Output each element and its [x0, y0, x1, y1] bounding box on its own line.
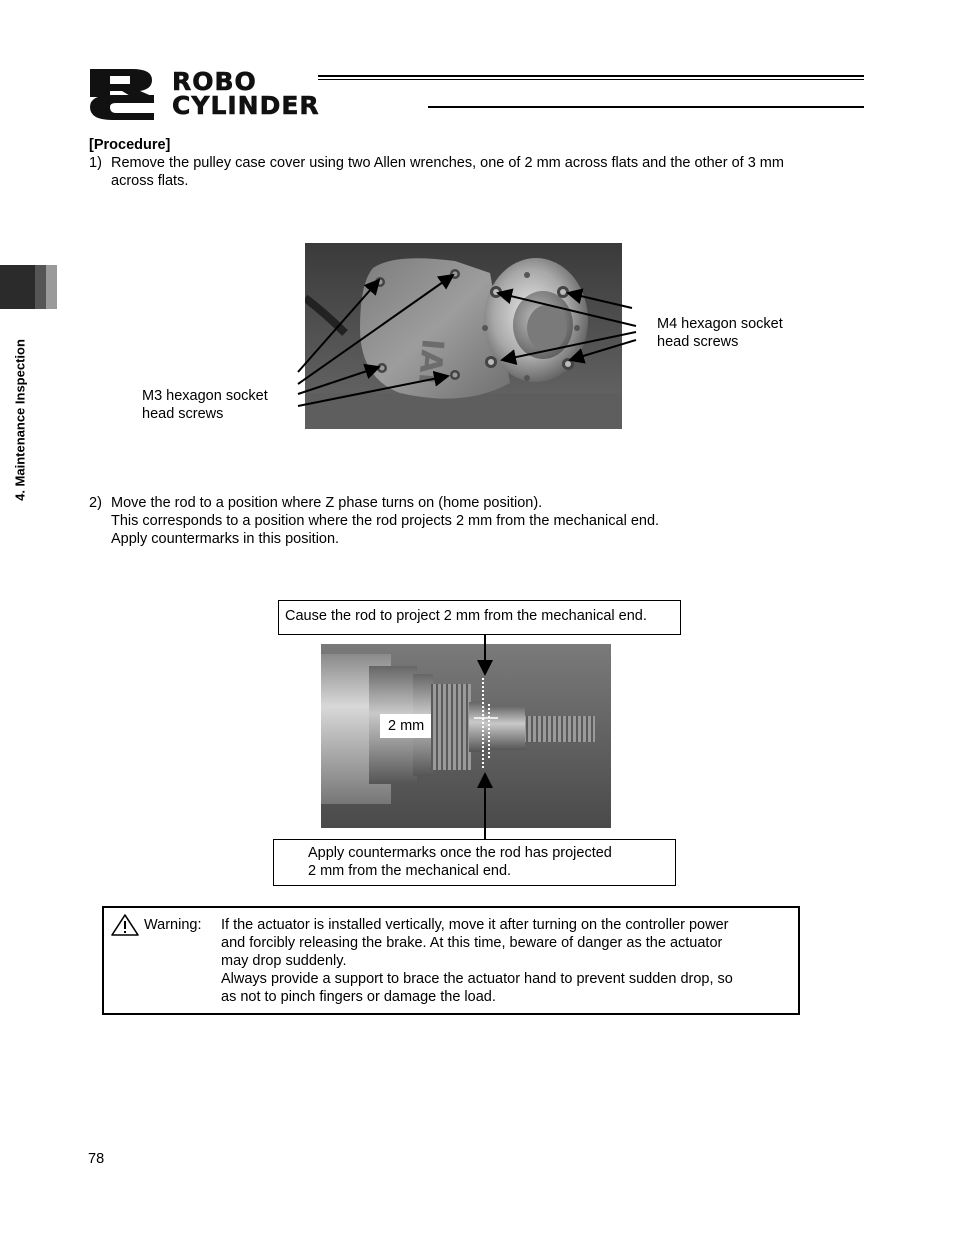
fig2-annotation-lines: [420, 634, 540, 844]
m4-screws-label-line2: head screws: [657, 334, 739, 350]
warning-line3: may drop suddenly.: [221, 953, 347, 969]
step2-text-line3: Apply countermarks in this position.: [111, 531, 340, 547]
warning-line4: Always provide a support to brace the actuator hand to prevent sudden drop, so: [221, 971, 733, 987]
warning-box: [102, 906, 800, 1015]
step1-text-line1: Remove the pulley case cover using two Allen wrenches, one of 2 mm across flats and the other of 3 mm: [111, 155, 784, 171]
page-number: 78: [88, 1151, 105, 1167]
header-rule-top-thin: [318, 79, 864, 80]
header-rule-bottom: [428, 106, 864, 108]
bottom-callout-box: [273, 839, 676, 886]
iai-logo-emboss: IAI: [411, 337, 450, 386]
bottom-callout-line1: Apply countermarks once the rod has projected: [308, 845, 612, 861]
fig1-leader-lines: [280, 260, 660, 420]
m4-screws-label-line1: M4 hexagon socket: [657, 316, 783, 332]
top-callout-text: Cause the rod to project 2 mm from the mechanical end.: [285, 608, 647, 624]
warning-label: Warning:: [144, 917, 202, 933]
chapter-tab-light: [46, 265, 57, 309]
step2-number: 2): [89, 495, 102, 511]
step2-text-line2: This corresponds to a position where the rod projects 2 mm from the mechanical end.: [111, 513, 660, 529]
chapter-side-label: 4. Maintenance Inspection: [12, 339, 28, 501]
warning-line5: as not to pinch fingers or damage the load.: [221, 989, 496, 1005]
step1-number: 1): [89, 155, 102, 171]
warning-line1: If the actuator is installed vertically, move it after turning on the controller power: [221, 917, 729, 933]
warning-triangle-icon: [110, 913, 140, 942]
logo-cylinder: CYLINDER: [172, 91, 320, 120]
m3-screws-label-line1: M3 hexagon socket: [142, 388, 268, 404]
logo-robo: ROBO: [172, 67, 257, 96]
chapter-tab-mid: [35, 265, 46, 309]
m3-screws-label-line2: head screws: [142, 406, 224, 422]
header-rule-top: [318, 75, 864, 77]
dimension-label: 2 mm: [388, 718, 425, 734]
warning-line2: and forcibly releasing the brake. At this time, beware of danger as the actuator: [221, 935, 723, 951]
bottom-callout-line2: 2 mm from the mechanical end.: [308, 863, 512, 879]
top-callout-box: [278, 600, 681, 635]
procedure-heading: [Procedure]: [89, 137, 171, 153]
step2-text-line1: Move the rod to a position where Z phase turns on (home position).: [111, 495, 543, 511]
chapter-tab-dark: [0, 265, 35, 309]
step1-text-line2: across flats.: [111, 173, 189, 189]
rc-logo-mark: [88, 67, 158, 121]
